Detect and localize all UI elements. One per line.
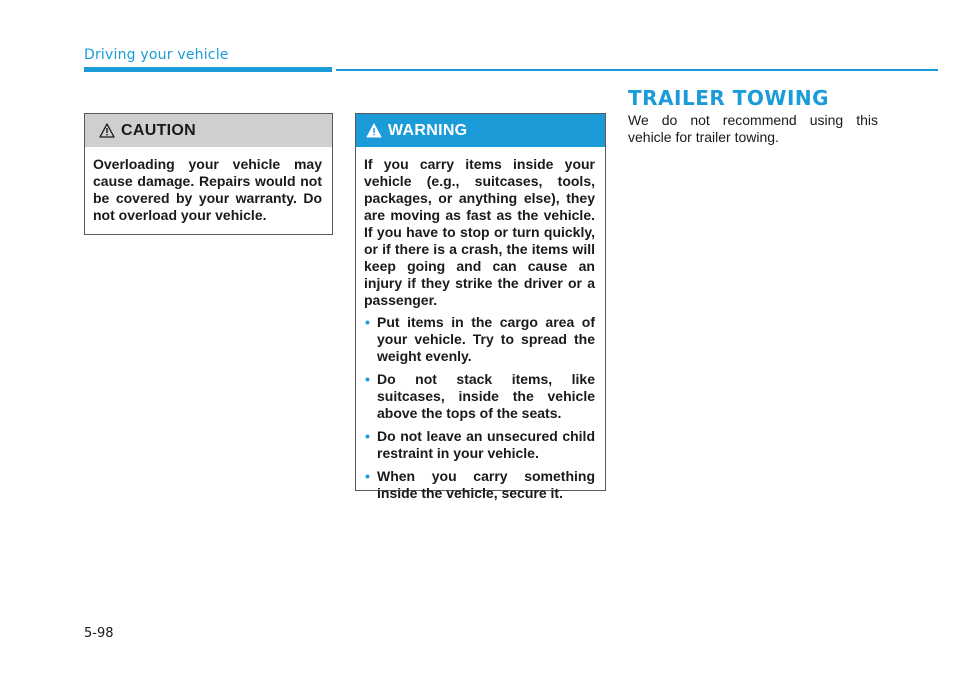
warning-box (355, 113, 606, 501)
bullet-dot-icon: • (365, 428, 370, 444)
bullet-dot-icon: • (365, 314, 370, 330)
section-title: Driving your vehicle (84, 47, 229, 63)
warning-intro: If you carry items inside your vehicle (e.g., suitcases, tools, packages, or anything else), they are moving as fast as the vehicle. If you have to stop or turn quickly, or if there is a crash, the items will keep going and can cause an injury if they strike the driver or a passenger. (364, 156, 595, 308)
warning-triangle-outline-icon (99, 123, 115, 138)
warning-bullet-item: • Do not leave an unsecured child restraint in your vehicle. (365, 428, 595, 461)
bullet-dot-icon: • (365, 371, 370, 387)
warning-body (356, 147, 605, 502)
warning-bullet-item: • Do not stack items, like suitcases, inside the vehicle above the tops of the seats. (365, 371, 595, 421)
header-rule-thick (84, 67, 332, 72)
warning-label: WARNING (388, 121, 468, 139)
caution-box (84, 113, 333, 235)
caution-label: CAUTION (121, 121, 196, 139)
warning-triangle-filled-icon (366, 123, 382, 138)
warning-header (356, 114, 605, 147)
warning-bullet-item: • Put items in the cargo area of your vehicle. Try to spread the weight evenly. (365, 314, 595, 364)
bullet-dot-icon: • (365, 468, 370, 484)
caution-text: Overloading your vehicle may cause damage. Repairs would not be covered by your warranty. Do not overload your vehicle. (93, 156, 322, 223)
page-number: 5-98 (84, 626, 114, 641)
trailer-towing-heading: TRAILER TOWING (628, 86, 830, 110)
warning-bullet-list (364, 314, 595, 502)
header-rule-thin (336, 69, 938, 71)
caution-header (85, 114, 332, 147)
warning-bullet-item: • When you carry something inside the vehicle, secure it. (365, 468, 595, 501)
trailer-towing-text: We do not recommend using this vehicle for trailer towing. (628, 112, 878, 145)
